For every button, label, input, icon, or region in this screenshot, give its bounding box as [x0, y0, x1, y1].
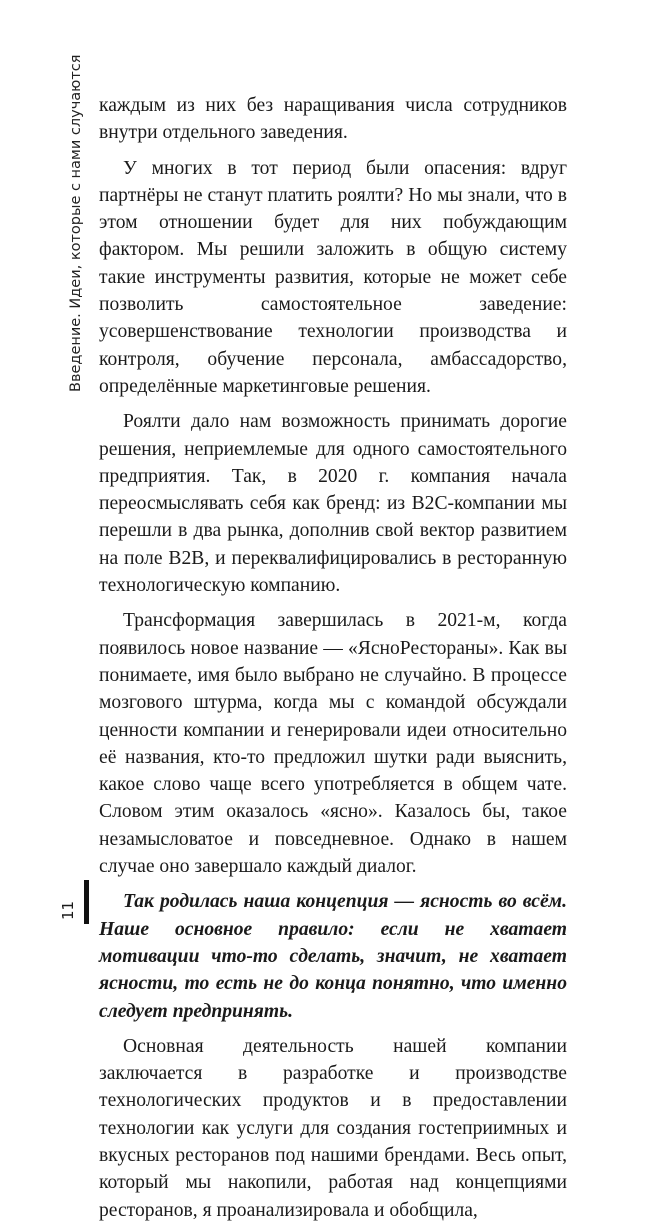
paragraph-continuation: каждым из них без наращивания числа сотрудников внутри отдельного заведения.: [99, 95, 567, 144]
paragraph-royalty-fears: У многих в тот период были опасения: вдруг партнёры не станут платить роялти? Но мы знали, что в этом отношении будет для них побуждающим фактором. Мы решили заложить в общую систему такие инструменты развития, которые не может себе позволить самостоятельное заведение: усовершенствование технологии производства и контроля, обучение персонала, амбассадорство, определённые маркетинговые решения.: [99, 157, 567, 397]
page-number-bar: [84, 880, 89, 924]
paragraph-transformation: Трансформация завершилась в 2021-м, когда появилось новое название — «ЯсноРестораны». Как вы понимаете, имя было выбрано не случайно. В процессе мозгового штурма, когда мы с командой обсуждали ценности компании и генерировали идеи относительно её названия, кто-то предложил шутки ради выяснить, какое слово чаще всего употребляется в общем чате. Словом этим оказалось «ясно». Казалось бы, такое незамысловатое и повседневное. Однако в нашем случае оно завершало каждый диалог.: [99, 610, 567, 878]
running-header: Введение. Идеи, которые с нами случаются: [68, 54, 84, 392]
paragraph-royalty-decisions: Роялти дало нам возможность принимать дорогие решения, неприемлемые для одного самостоятельного предприятия. Так, в 2020 г. компания начала переосмыслявать себя как бренд: из B2C-компании мы перешли в два рынка, дополнив свой вектор развитием на поле B2B, и переквалифицировались в ресторанную технологическую компанию.: [99, 411, 567, 597]
paragraph-main-activity: Основная деятельность нашей компании заключается в разработке и производстве технологических продуктов и в предоставлении технологии как услуги для создания гостеприимных и вкусных ресторанов под нашими брендами. Весь опыт, который мы накопили, работая над концепциями ресторанов, я проанализировала и обобщила,: [99, 1035, 567, 1221]
page-number: 11: [59, 900, 77, 920]
body-text: [99, 92, 567, 1224]
paragraph-concept-emphasis: Так родилась наша концепция — ясность во всём. Наше основное правило: если не хватает мотивации что-то сделать, значит, не хватает ясности, то есть не до конца понятно, что именно следует предпринять.: [99, 891, 567, 1022]
